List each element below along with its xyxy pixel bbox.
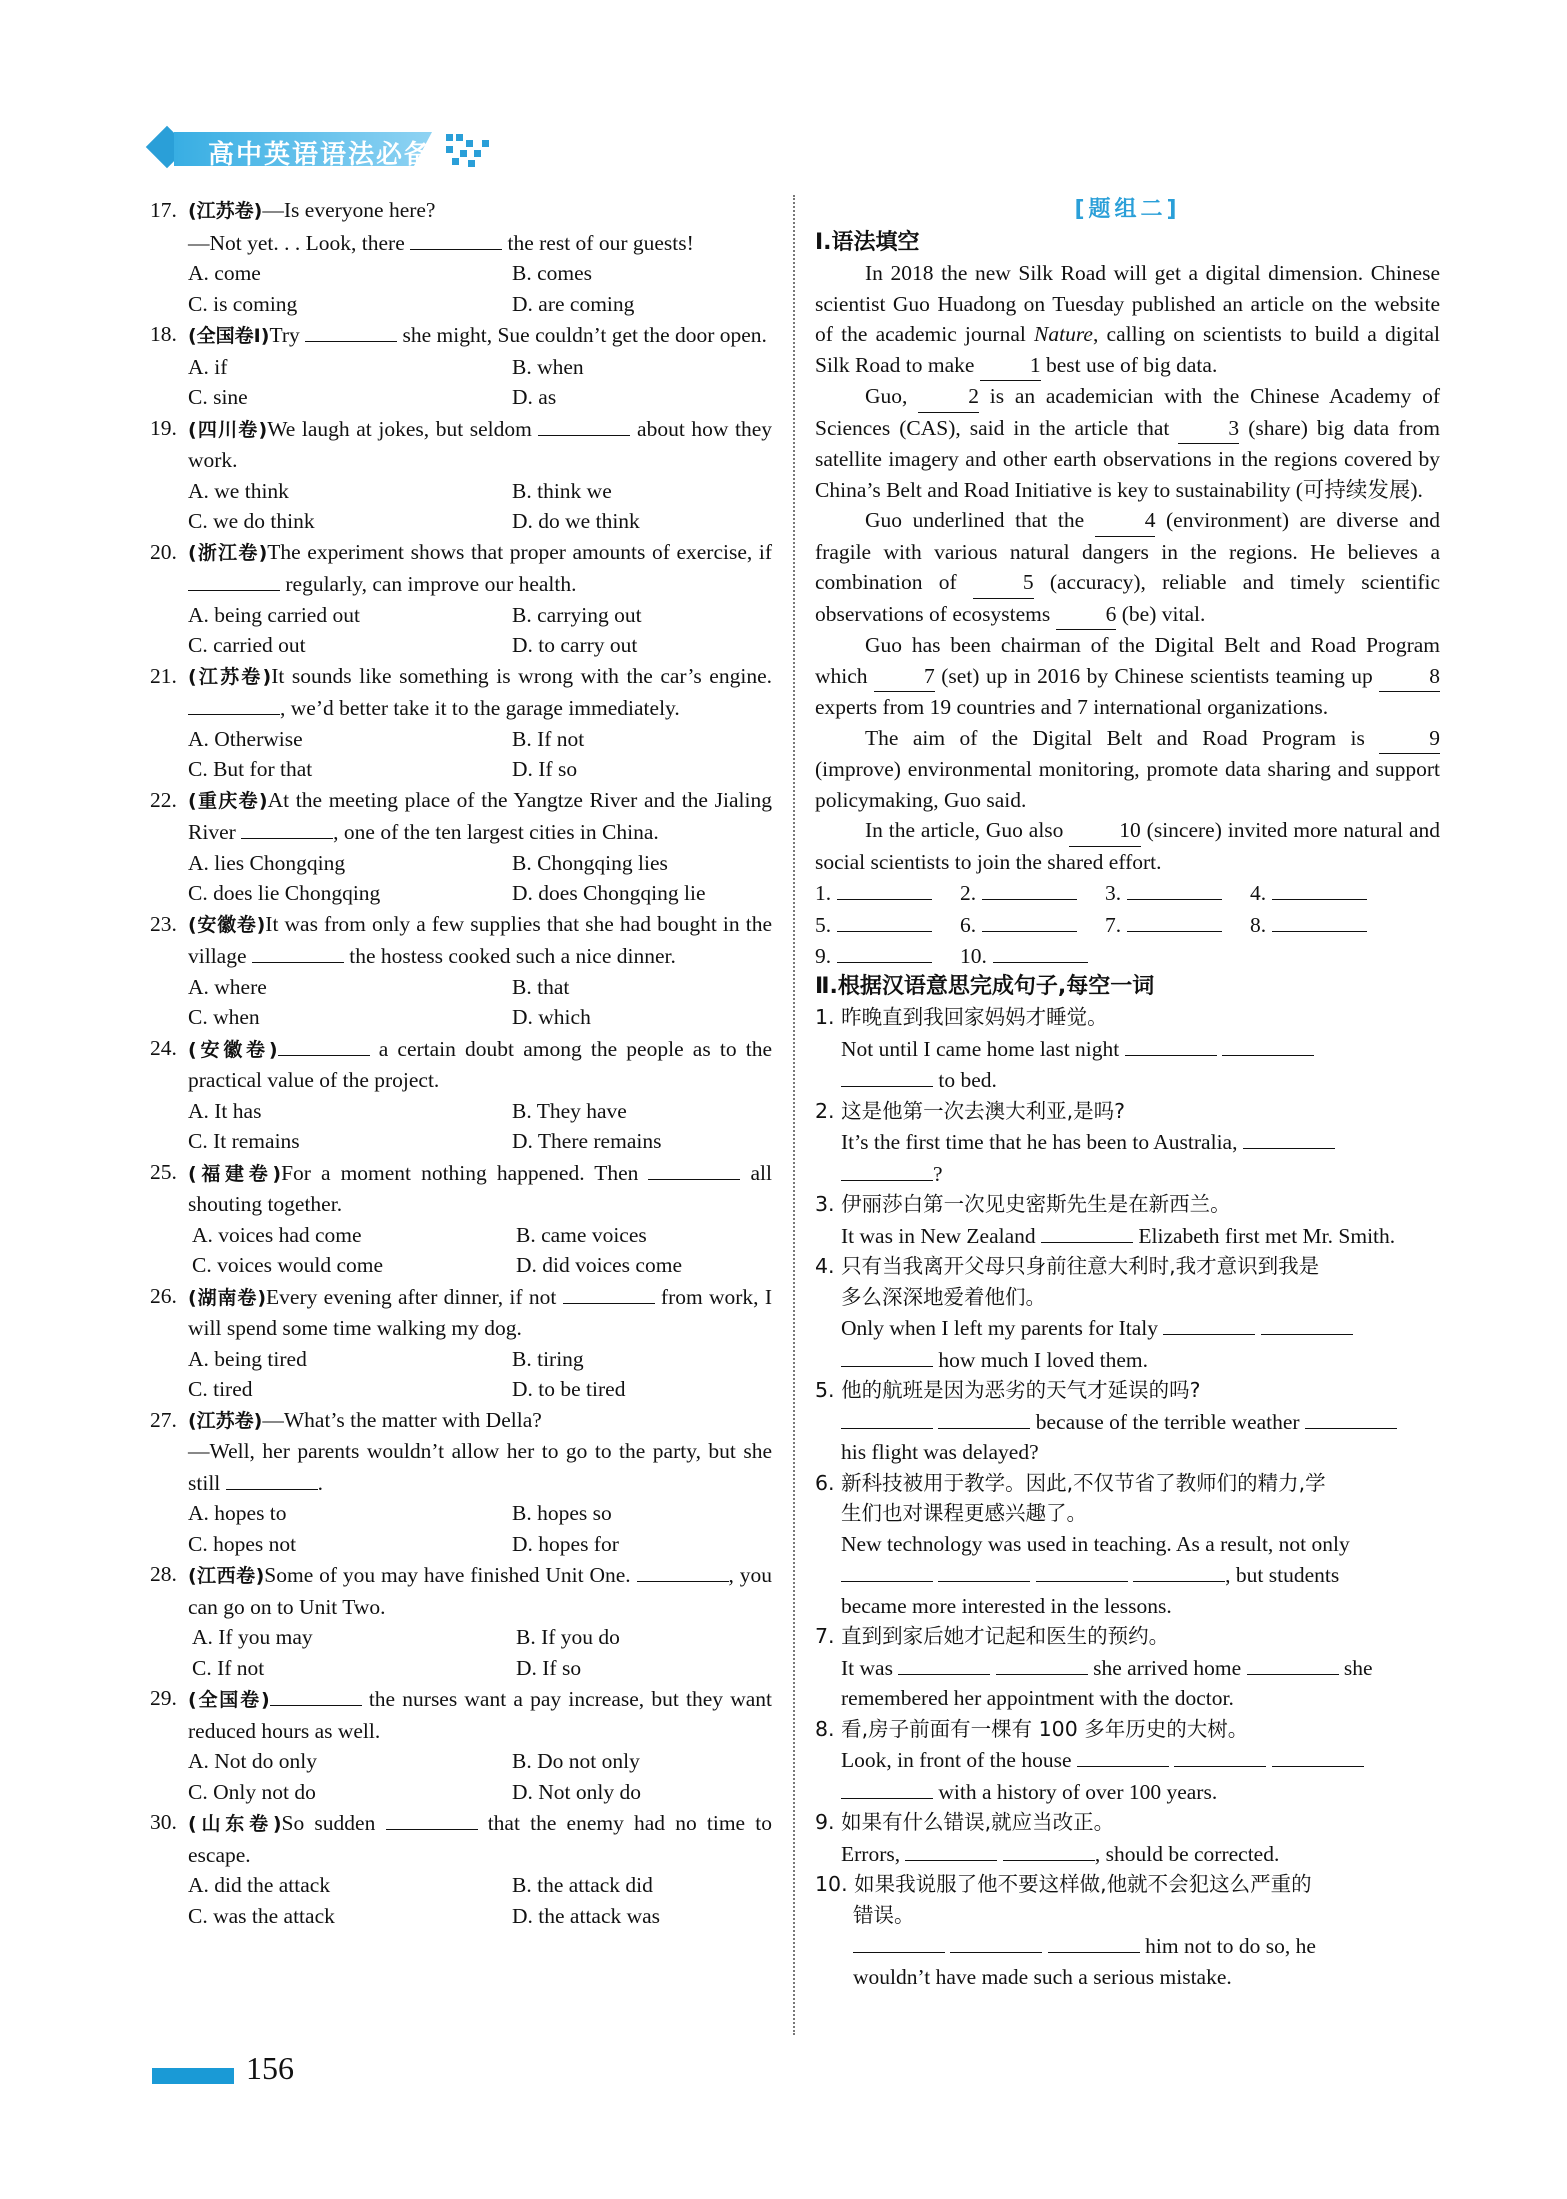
question-27: 27. (江苏卷)—What’s the matter with Della? —Well, her parents wouldn’t allow her to go to the party, but she still . A. hopes to B. hopes so C. hopes not D. hopes for xyxy=(150,1407,772,1556)
sentence-2: 2. 这是他第一次去澳大利亚,是吗? It’s the first time that he has been to Australia, ? xyxy=(815,1096,1440,1190)
sentence-8: 8. 看,房子前面有一棵有 100 多年历史的大树。 Look, in front of the house with a history of over 100 years. xyxy=(815,1714,1440,1808)
answer-blank[interactable] xyxy=(841,1559,933,1582)
passage-blank-4[interactable]: 4 xyxy=(1095,505,1156,537)
question-30: 30. (山东卷)So sudden that the enemy had no time to escape. A. did the attack B. the attack did C. was the attack D. the attack was xyxy=(150,1807,772,1931)
question-28: 28. (江西卷)Some of you may have finished Unit One. , you can go on to Unit Two. A. If you may B. If you do C. If not D. If so xyxy=(150,1559,772,1683)
passage-blank-10[interactable]: 10 xyxy=(1069,815,1141,847)
answer-blank[interactable] xyxy=(278,1033,370,1056)
question-24: 24. (安徽卷) a certain doubt among the people as to the practical value of the project. A. It has B. They have C. It remains D. There remains xyxy=(150,1033,772,1157)
passage-blank-8[interactable]: 8 xyxy=(1379,661,1440,693)
answer-blank[interactable] xyxy=(996,1652,1088,1675)
answer-line[interactable] xyxy=(1127,909,1222,932)
page-number: 156 xyxy=(246,2050,294,2086)
answer-blank[interactable] xyxy=(1125,1033,1217,1056)
question-17: 17. (江苏卷)—Is everyone here? —Not yet. . . Look, there the rest of our guests! A. come B. comes C. is coming D. are coming xyxy=(150,198,694,316)
sentence-10: 10. 如果我说服了他不要这样做,他就不会犯这么严重的 错误。 him not to do so, he wouldn’t have made such a serious mistake. xyxy=(815,1872,1316,1989)
passage-paragraph-4: Guo has been chairman of the Digital Belt and Road Program which 7 (set) up in 2016 by Chinese scientists teaming up 8 experts from 19 countries and 7 international organizations. xyxy=(815,633,1441,719)
passage-blank-1[interactable]: 1 xyxy=(980,350,1041,382)
right-column xyxy=(815,195,1440,1992)
sentence-4: 4. 只有当我离开父母只身前往意大利时,我才意识到我是 多么深深地爱着他们。 Only when I left my parents for Italy how much I loved them. xyxy=(815,1251,1440,1375)
passage-blank-6[interactable]: 6 xyxy=(1056,599,1117,631)
question-23: 23. (安徽卷)It was from only a few supplies that she had bought in the village the hostess cooked such a nice dinner. A. where B. that C. when D. which xyxy=(150,911,772,1029)
section-2-title: Ⅱ.根据汉语意思完成句子,每空一词 xyxy=(815,973,1155,999)
question-19: 19. (四川卷)We laugh at jokes, but seldom about how they work. A. we think B. think we C. we do think D. do we think xyxy=(150,413,772,537)
passage-paragraph-2: Guo, 2 is an academician with the Chinese Academy of Sciences (CAS), said in the article that 3 (share) big data from satellite imagery and other earth observations in the regions covered by China’s Belt and Road Initiative is key to sustainability (可持续发展). xyxy=(815,381,1440,505)
question-29: 29. (全国卷) the nurses want a pay increase, but they want reduced hours as well. A. Not do only B. Do not only C. Only not do D. Not only do xyxy=(150,1683,772,1807)
left-column xyxy=(150,195,772,1931)
answer-line[interactable] xyxy=(1272,909,1367,932)
question-25: 25. (福建卷)For a moment nothing happened. Then all shouting together. A. voices had come B. came voices C. voices would come D. did voices come xyxy=(150,1157,772,1281)
sentence-9: 9. 如果有什么错误,就应当改正。 Errors, , should be corrected. xyxy=(815,1810,1280,1866)
answer-blank[interactable] xyxy=(938,1559,1030,1582)
answer-blank[interactable] xyxy=(1222,1033,1314,1056)
answer-line[interactable] xyxy=(993,940,1088,963)
answer-blank[interactable] xyxy=(241,816,333,839)
answer-blank[interactable] xyxy=(188,568,280,591)
answer-blank[interactable] xyxy=(1041,1220,1133,1243)
answer-blank[interactable] xyxy=(853,1930,945,1953)
answer-blank[interactable] xyxy=(938,1406,1030,1429)
question-21: 21. (江苏卷)It sounds like something is wrong with the car’s engine. , we’d better take it to the garage immediately. A. Otherwise B. If not C. But for that D. If so xyxy=(150,663,772,781)
passage-paragraph-6: In the article, Guo also 10 (sincere) invited more natural and social scientists to join the shared effort. xyxy=(815,815,1440,877)
answer-blank[interactable] xyxy=(841,1158,933,1181)
answer-blank[interactable] xyxy=(1036,1559,1128,1582)
answer-line[interactable] xyxy=(837,877,932,900)
answer-blank[interactable] xyxy=(905,1838,997,1861)
answer-blank[interactable] xyxy=(841,1406,933,1429)
answer-blank[interactable] xyxy=(648,1157,740,1180)
passage-blank-2[interactable]: 2 xyxy=(918,381,979,413)
answer-blank[interactable] xyxy=(252,940,344,963)
answer-line[interactable] xyxy=(1272,877,1367,900)
group-title: [题组二] xyxy=(1074,197,1181,222)
answer-blank[interactable] xyxy=(1163,1312,1255,1335)
answer-blank[interactable] xyxy=(538,413,630,436)
question-26: 26. (湖南卷)Every evening after dinner, if not from work, I will spend some time walking my dog. A. being tired B. tiring C. tired D. to be tired xyxy=(150,1281,772,1405)
answer-blank[interactable] xyxy=(1261,1312,1353,1335)
answer-blank[interactable] xyxy=(1243,1126,1335,1149)
answer-blank[interactable] xyxy=(188,692,280,715)
sentence-1: 1. 昨晚直到我回家妈妈才睡觉。 Not until I came home last night to bed. xyxy=(815,1002,1440,1096)
passage-blank-5[interactable]: 5 xyxy=(973,567,1034,599)
book-title: 高中英语语法必备 xyxy=(208,140,433,170)
answer-blank[interactable] xyxy=(305,319,397,342)
answer-blank[interactable] xyxy=(898,1652,990,1675)
answer-blank[interactable] xyxy=(410,227,502,250)
answer-line[interactable] xyxy=(982,877,1077,900)
column-divider xyxy=(793,195,795,2035)
question-20: 20. (浙江卷)The experiment shows that proper amounts of exercise, if regularly, can improve our health. A. being carried out B. carrying out C. carried out D. to carry out xyxy=(150,539,772,657)
answer-line[interactable] xyxy=(837,940,932,963)
answer-blank[interactable] xyxy=(1003,1838,1095,1861)
answer-blank[interactable] xyxy=(1247,1652,1339,1675)
answer-blank[interactable] xyxy=(386,1807,478,1830)
passage-paragraph-3: Guo underlined that the 4 (environment) are diverse and fragile with various natural dangers in the regions. He believes a combination of 5 (accuracy), reliable and timely scientific observations of ecosystems 6 (be) vital. xyxy=(815,505,1440,630)
sentence-7: 7. 直到到家后她才记起和医生的预约。 It was she arrived home she remembered her appointment with the doctor. xyxy=(815,1624,1373,1710)
answer-blank[interactable] xyxy=(841,1344,933,1367)
answer-blank[interactable] xyxy=(841,1064,933,1087)
answer-line[interactable] xyxy=(837,909,932,932)
sentence-3: 3. 伊丽莎白第一次见史密斯先生是在新西兰。 It was in New Zealand Elizabeth first met Mr. Smith. xyxy=(815,1192,1396,1248)
answer-blank[interactable] xyxy=(270,1683,362,1706)
passage-blank-7[interactable]: 7 xyxy=(874,661,935,693)
answer-blank[interactable] xyxy=(841,1776,933,1799)
answer-blank[interactable] xyxy=(1305,1406,1397,1429)
book-header xyxy=(150,126,510,172)
footer-bar xyxy=(152,2068,234,2084)
sentence-6: 6. 新科技被用于教学。因此,不仅节省了教师们的精力,学 生们也对课程更感兴趣了。 New technology was used in teaching. As a result, not only , but students became more interested in the lessons. xyxy=(815,1470,1350,1618)
passage-blank-3[interactable]: 3 xyxy=(1178,413,1239,445)
question-22: 22. (重庆卷)At the meeting place of the Yangtze River and the Jialing River , one of the ten largest cities in China. A. lies Chongqing B. Chongqing lies C. does lie Chongqing D. does Chongqing lie xyxy=(150,787,772,905)
section-1-title: Ⅰ.语法填空 xyxy=(815,229,920,255)
answer-grid: 1. 2. 3. 4. 5. 6. 7. 8. 9. 10. xyxy=(815,877,1440,972)
answer-blank[interactable] xyxy=(950,1930,1042,1953)
answer-blank[interactable] xyxy=(1133,1559,1225,1582)
question-18: 18. (全国卷Ⅰ)Try she might, Sue couldn’t get the door open. A. if B. when C. sine D. as xyxy=(150,319,772,413)
passage-paragraph-1: In 2018 the new Silk Road will get a digital dimension. Chinese scientist Guo Huadong on Tuesday published an article on the website of the academic journal Nature, calling on scientists to build a digital Silk Road to make 1 best use of big data. xyxy=(815,258,1440,381)
answer-blank[interactable] xyxy=(1077,1744,1169,1767)
sentence-5: 5. 他的航班是因为恶劣的天气才延误的吗? because of the terrible weather his flight was delayed? xyxy=(815,1375,1440,1468)
answer-line[interactable] xyxy=(982,909,1077,932)
answer-blank[interactable] xyxy=(226,1467,318,1490)
passage-paragraph-5: The aim of the Digital Belt and Road Program is 9 (improve) environmental monitoring, promote data sharing and support policymaking, Guo said. xyxy=(815,723,1440,816)
answer-line[interactable] xyxy=(1127,877,1222,900)
answer-blank[interactable] xyxy=(1272,1744,1364,1767)
answer-blank[interactable] xyxy=(637,1559,729,1582)
answer-blank[interactable] xyxy=(1048,1930,1140,1953)
answer-blank[interactable] xyxy=(1174,1744,1266,1767)
passage-blank-9[interactable]: 9 xyxy=(1379,723,1440,755)
answer-blank[interactable] xyxy=(563,1281,655,1304)
